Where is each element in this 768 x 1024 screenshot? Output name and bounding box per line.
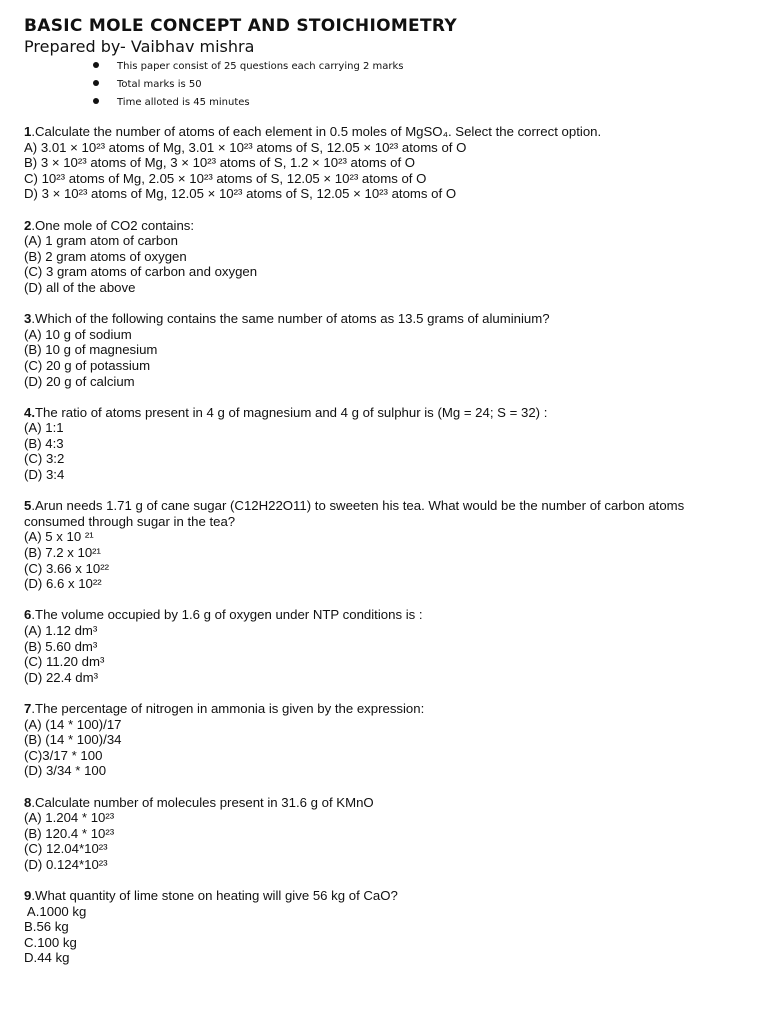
answer-option: (B) 7.2 x 10²¹ [24,545,101,561]
answer-option: (B) 5.60 dm³ [24,638,98,654]
answer-option: (C) 20 g of potassium [24,357,151,373]
question-number: 3 [24,311,32,327]
answer-option: (C)3/17 * 100 [24,747,103,763]
answer-option: (D) 3:4 [24,467,65,483]
question-8 [24,795,744,873]
question-stem [24,607,744,623]
answer-option: (D) 20 g of calcium [24,373,135,389]
question-stem [24,311,744,327]
answer-option: (A) 1.204 * 10²³ [24,810,115,826]
answer-option: C.100 kg [24,934,77,950]
answer-option: D) 3 × 10²³ atoms of Mg, 12.05 × 10²³ atoms of S, 12.05 × 10²³ atoms of O [24,186,457,202]
document-author: Prepared by- Vaibhav mishra [24,37,255,56]
answer-option: D.44 kg [24,950,70,966]
answer-option: (B) 4:3 [24,435,64,451]
question-2 [24,218,744,296]
answer-option: (C) 11.20 dm³ [24,654,105,670]
instructions-list [92,58,404,112]
answer-option: A) 3.01 × 10²³ atoms of Mg, 3.01 × 10²³ atoms of S, 12.05 × 10²³ atoms of O [24,139,467,155]
question-3 [24,311,744,389]
instruction-item: Time alloted is 45 minutes [92,94,404,112]
questions-list [24,124,744,982]
answer-option: (D) 0.124*10²³ [24,856,108,872]
question-text: .What quantity of lime stone on heating will give 56 kg of CaO? [31,888,398,904]
question-7 [24,701,744,779]
answer-option: (C) 3 gram atoms of carbon and oxygen [24,264,258,280]
question-text: .Calculate number of molecules present in 31.6 g of KMnO [31,794,374,810]
question-text: .Which of the following contains the same number of atoms as 13.5 grams of aluminium? [31,311,550,327]
answer-option: (A) 1:1 [24,420,64,436]
answer-option: (B) 10 g of magnesium [24,342,158,358]
question-stem [24,405,744,421]
question-stem [24,701,744,717]
question-stem [24,124,744,140]
question-number: 7 [24,700,32,716]
question-6 [24,607,744,685]
document-title: BASIC MOLE CONCEPT AND STOICHIOMETRY [24,16,457,36]
answer-option: (C) 3.66 x 10²² [24,560,110,576]
answer-option: (D) all of the above [24,279,136,295]
answer-option: (D) 22.4 dm³ [24,669,99,685]
question-number: 6 [24,607,32,623]
question-stem [24,795,744,811]
answer-option: B) 3 × 10²³ atoms of Mg, 3 × 10²³ atoms of S, 1.2 × 10²³ atoms of O [24,155,416,171]
question-text: .The percentage of nitrogen in ammonia is given by the expression: [31,700,425,716]
question-text: .One mole of CO2 contains: [31,217,195,233]
answer-option: (A) (14 * 100)/17 [24,716,122,732]
answer-option: (D) 3/34 * 100 [24,763,107,779]
question-number: 2 [24,217,32,233]
answer-option: (A) 1.12 dm³ [24,623,98,638]
instruction-item: This paper consist of 25 questions each carrying 2 marks [92,58,404,76]
question-number: 9 [24,888,32,904]
question-stem [24,498,744,529]
answer-option: (A) 10 g of sodium [24,326,132,342]
question-number: 8 [24,794,32,810]
answer-option: (A) 1 gram atom of carbon [24,233,178,249]
instruction-item: Total marks is 50 [92,76,404,94]
question-text: .Calculate the number of atoms of each element in 0.5 moles of MgSO₄. Select the correct option. [31,124,602,139]
question-4 [24,405,744,483]
question-number: 5 [24,498,32,514]
answer-option: (B) (14 * 100)/34 [24,732,122,748]
question-5 [24,498,744,592]
answer-option: B.56 kg [24,919,69,935]
answer-option: (C) 3:2 [24,451,65,467]
answer-option: C) 10²³ atoms of Mg, 2.05 × 10²³ atoms of S, 12.05 × 10²³ atoms of O [24,170,427,186]
question-stem [24,888,744,904]
answer-option: (A) 5 x 10 ²¹ [24,529,94,545]
question-number: 4. [24,404,35,420]
question-9 [24,888,744,966]
answer-option: (B) 120.4 * 10²³ [24,825,115,841]
answer-option: (C) 12.04*10²³ [24,841,108,857]
question-text: The ratio of atoms present in 4 g of magnesium and 4 g of sulphur is (Mg = 24; S = 32) : [35,404,548,420]
question-stem [24,218,744,234]
answer-option: (B) 2 gram atoms of oxygen [24,248,187,264]
question-text: .The volume occupied by 1.6 g of oxygen under NTP conditions is : [31,607,423,623]
answer-option: A.1000 kg [24,903,87,919]
question-1 [24,124,744,202]
answer-option: (D) 6.6 x 10²² [24,576,102,592]
question-text: .Arun needs 1.71 g of cane sugar (C12H22O11) to sweeten his tea. What would be the number of carbon atoms consumed through sugar in the tea? [24,498,685,529]
question-number: 1 [24,124,32,139]
